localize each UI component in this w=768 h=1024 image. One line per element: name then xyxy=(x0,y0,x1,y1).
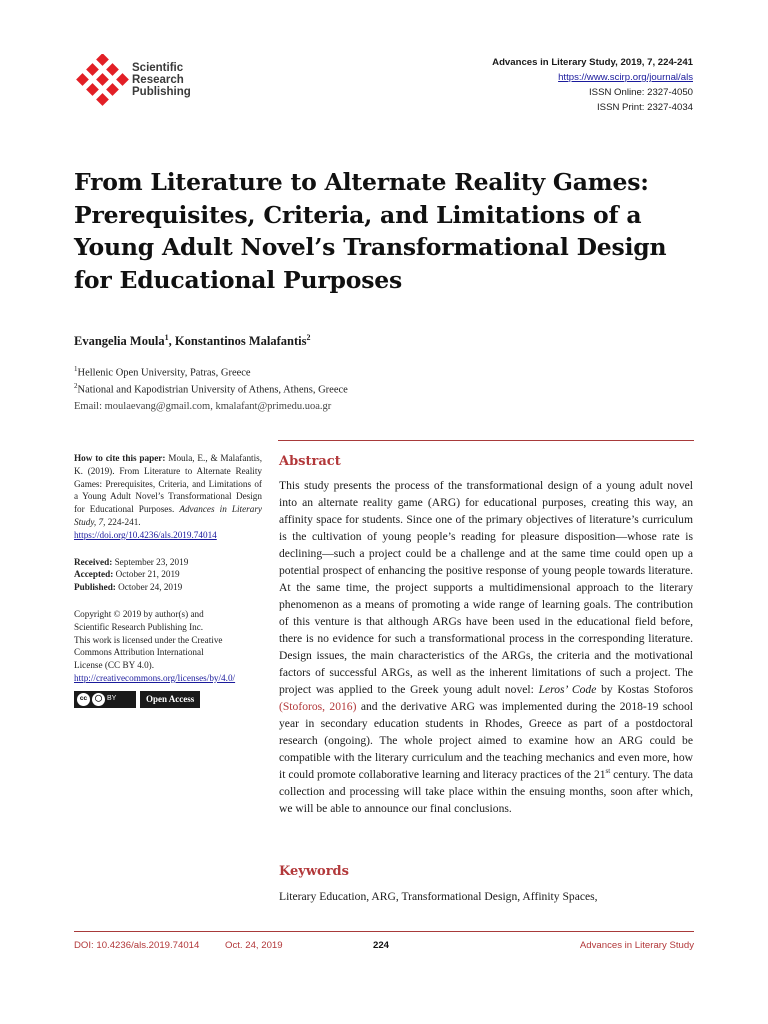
book-title: Leros’ Code xyxy=(538,683,597,696)
keywords-heading: Keywords xyxy=(279,864,349,879)
author-name: Evangelia Moula xyxy=(74,334,165,349)
footer-doi: DOI: 10.4236/als.2019.74014 xyxy=(74,940,200,951)
paper-title: From Literature to Alternate Reality Games: Prerequisites, Criteria, and Limitations of a Young Adult Novel’s Transformational Design for Educational Purposes xyxy=(74,168,667,294)
footer-journal: Advances in Literary Study xyxy=(579,940,694,951)
footer-divider xyxy=(74,931,694,932)
published-date: October 24, 2019 xyxy=(118,582,183,593)
journal-header xyxy=(492,55,693,115)
issn-print: ISSN Print: 2327-4034 xyxy=(597,102,693,113)
author-list: Evangelia Moula$^1$, Konstantinos Malafantis$^2$ xyxy=(74,333,311,349)
section-divider xyxy=(278,440,694,441)
license-link[interactable]: http://creativecommons.org/licenses/by/4.0/ xyxy=(74,672,236,683)
cc-by-icon[interactable]: cc ◯ BY xyxy=(74,691,136,708)
copyright-notice: Copyright © 2019 by author(s) and Scientific Research Publishing Inc. This work is licensed under the Creative Commons Attribution International License (CC BY 4.0). http://creativecommons.org/licenses/by/4.0/ xyxy=(74,608,236,683)
citation-link[interactable]: (Stoforos, 2016) xyxy=(279,700,357,713)
journal-citation: Advances in Literary Study, 2019, 7, 224-241 xyxy=(492,57,693,68)
journal-url-link[interactable]: https://www.scirp.org/journal/als xyxy=(558,72,693,83)
doi-link[interactable]: https://doi.org/10.4236/als.2019.74014 xyxy=(74,529,217,540)
issn-online: ISSN Online: 2327-4050 xyxy=(589,87,693,98)
author-name: Konstantinos Malafantis xyxy=(174,334,307,349)
accepted-date: October 21, 2019 xyxy=(115,569,180,580)
footer-date: Oct. 24, 2019 xyxy=(225,940,283,951)
citation-block: How to cite this paper: Moula, E., & Malafantis, K. (2019). From Literature to Alternate Reality Games: Prerequisites, Criteria, and Limitations of a Young Adult Novel’s Transformational Design for Educational Purposes. Advances in Literary Study, 7, 224-241. https://doi.org/10.4236/als.2019.74014 xyxy=(74,453,263,540)
affiliation: $^1$Hellenic Open University, Patras, Greece xyxy=(74,365,251,379)
keywords-list: Literary Education, ARG, Transformational Design, Affinity Spaces, xyxy=(279,890,598,903)
article-dates: Received: September 23, 2019 Accepted: October 21, 2019 Published: October 24, 2019 xyxy=(74,556,189,593)
affiliation: $^2$National and Kapodistrian University of Athens, Athens, Greece xyxy=(74,382,348,396)
article-info-sidebar xyxy=(74,452,262,708)
page-footer xyxy=(74,940,694,954)
publisher-name: Scientific Research Publishing xyxy=(132,62,191,98)
abstract-heading: Abstract xyxy=(279,454,341,469)
scirp-logo-icon xyxy=(76,54,130,108)
license-badges xyxy=(74,691,262,708)
page-number: 224 xyxy=(373,940,390,951)
author-emails: Email: moulaevang@gmail.com, kmalafant@primedu.uoa.gr xyxy=(74,401,332,412)
abstract-text: This study presents the process of the transformational design of a young adult novel into an alternate reality game (ARG) for educational purposes, creating this way, an affinity space for students. Since one of the primary objectives of literature’s curriculum is the cultivation of young people’s reading for pleasure disposition—whose rate is declining—such a project could be a challenge and at the same time could open up a potential prospect of enhancing the positive response of young people towards literature. At the same time, the project supports a multidimensional approach to the literary phenomenon as a means of promoting a wide range of learning goals. The contribution of this venture is that although ARGs have been used in the educational field before, there is no evidence for such a transformational process in the corresponding literature. Design issues, the main characteristics of the ARGs, the criteria and the motivational factors of successful ARGs, as well as the inherent limitations of such a project. The project was applied to the Greek young adult novel: Leros’ Code by Kostas Stoforos (Stoforos, 2016) and the derivative ARG was implemented during the 2018-19 school year in secondary education students in Rhodes, Greece as part of a postdoctoral research (ongoing). The whole project aimed to examine how an ARG could be compatible with the literary curriculum and the teaching mechanics and even more, how it could promote collaborative learning and literacy practices of the 21st century. The data collection and processing will take place within the ensuing months, soon after which, we will be able to announce our final conclusions. xyxy=(279,479,694,815)
open-access-badge: Open Access xyxy=(140,691,200,708)
publisher-logo xyxy=(76,50,211,110)
received-date: September 23, 2019 xyxy=(114,556,189,567)
